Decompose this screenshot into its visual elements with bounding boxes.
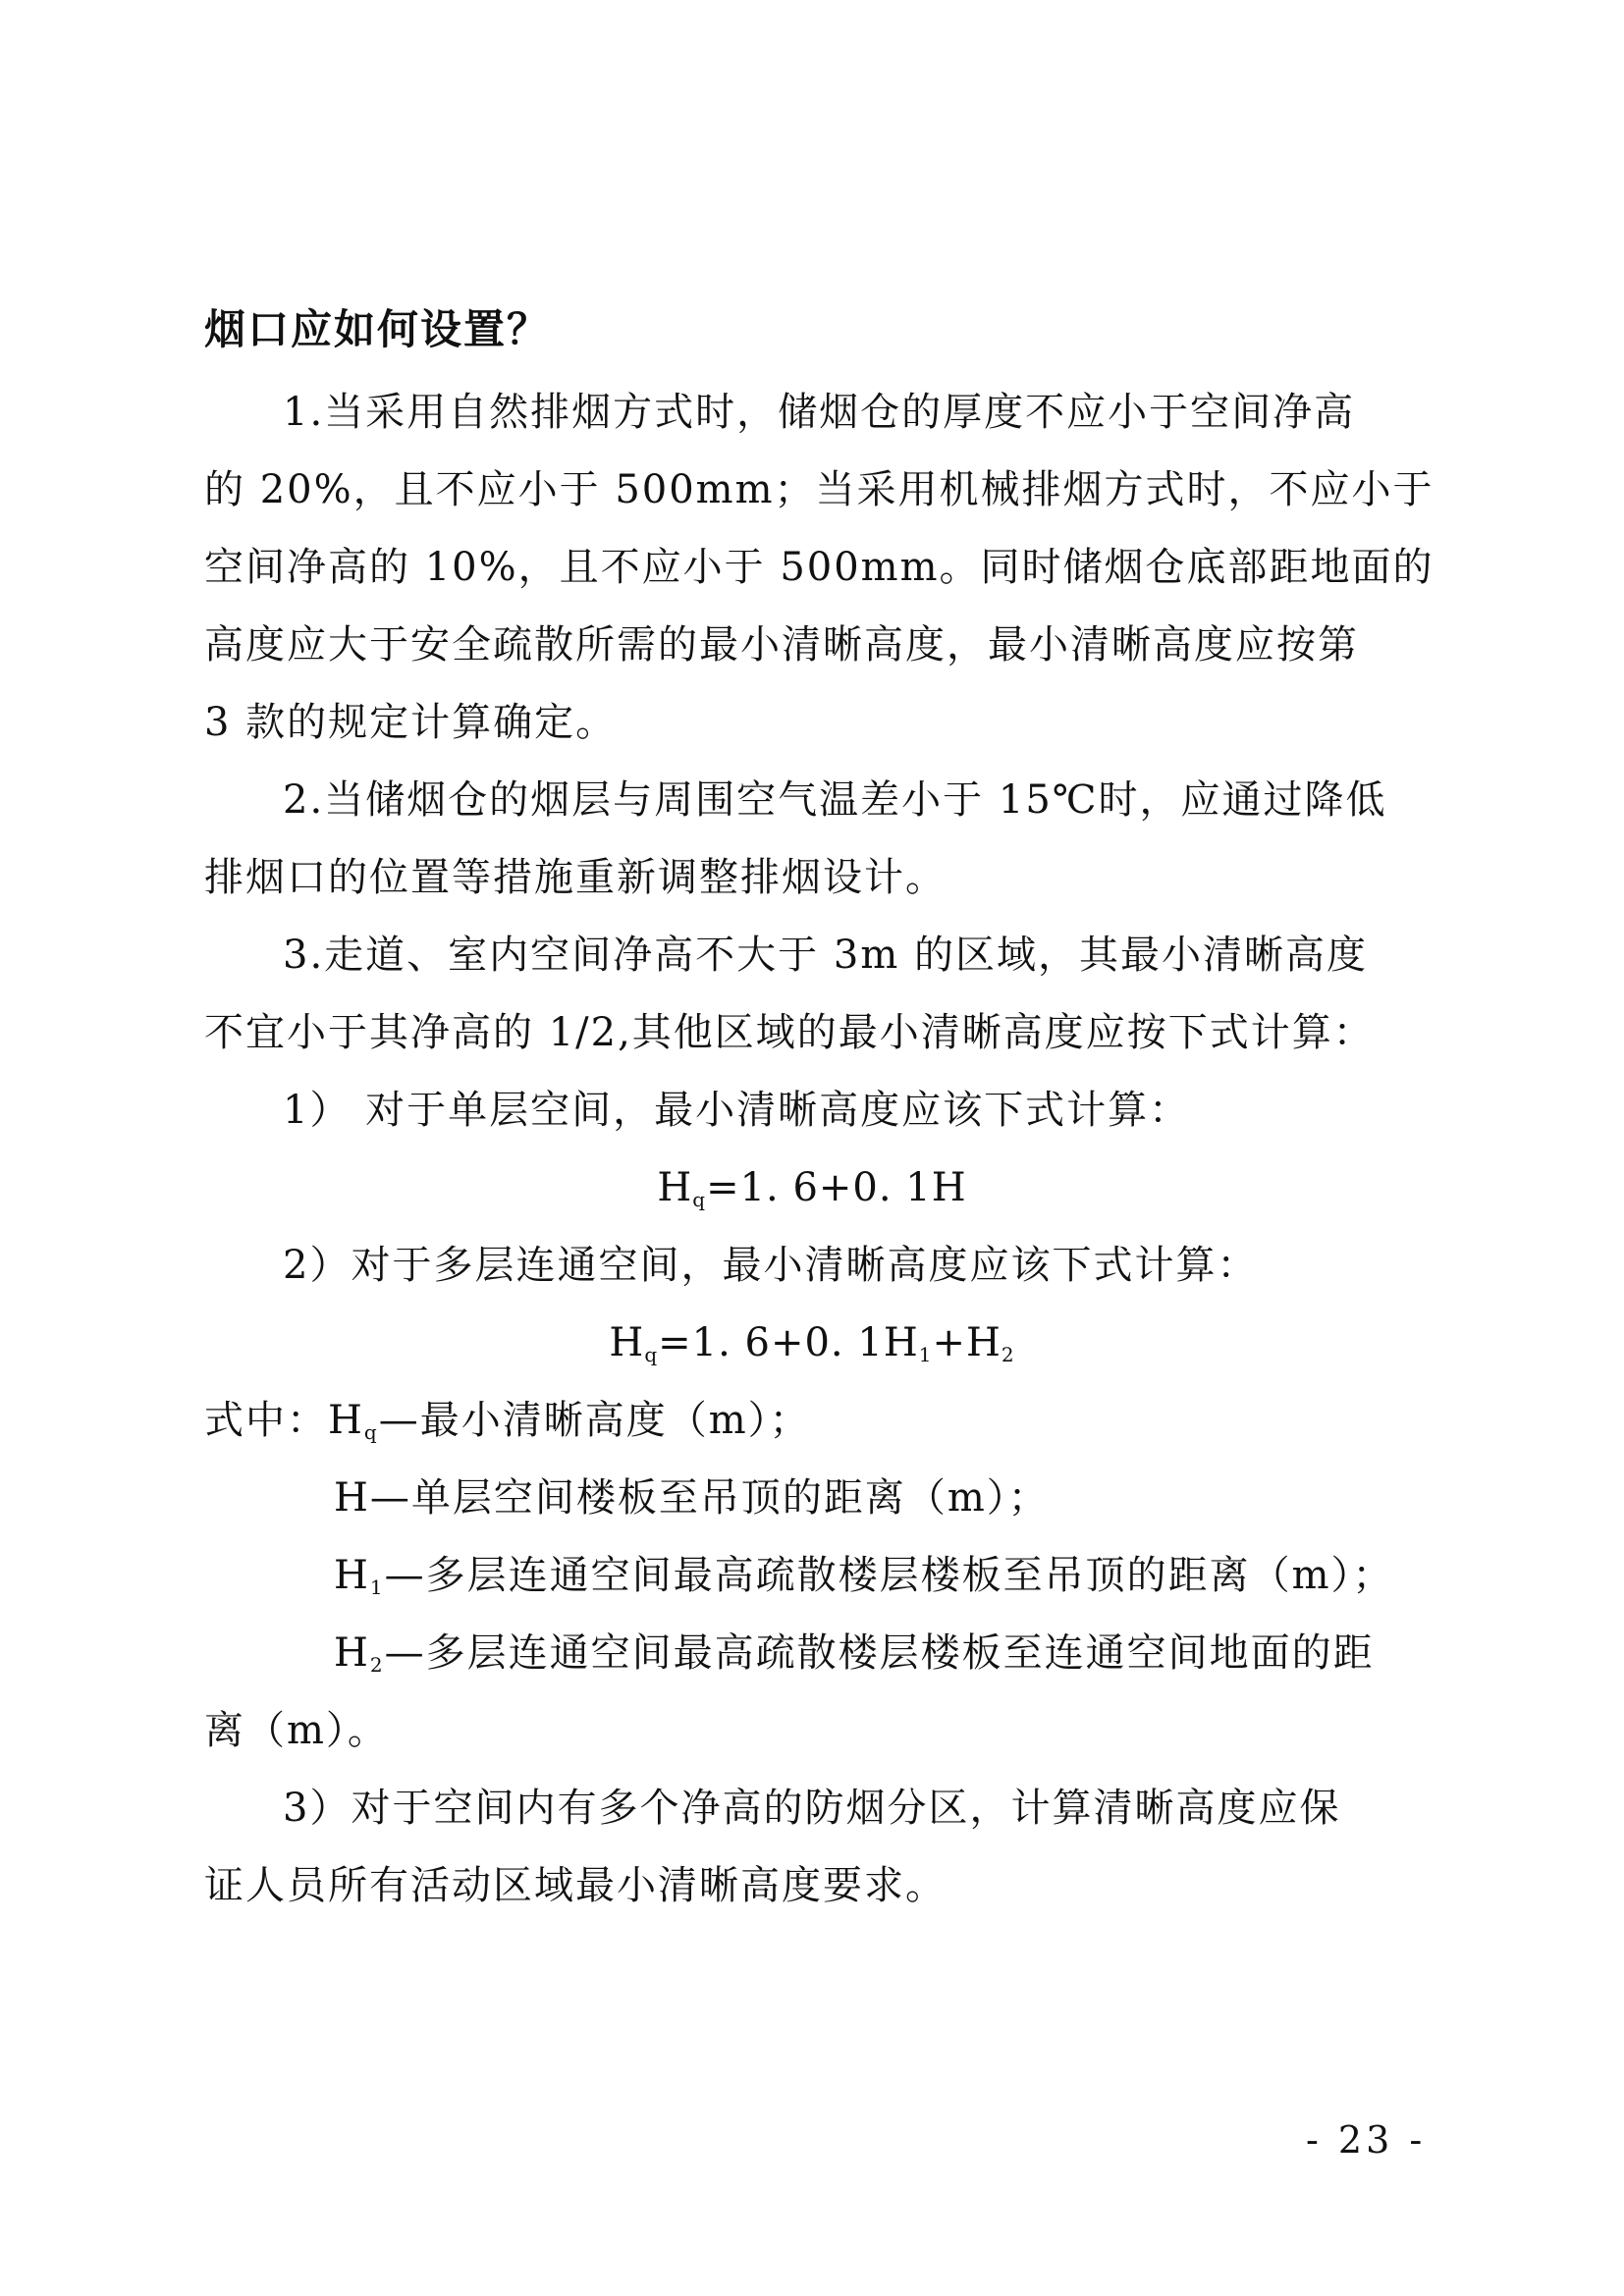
paragraph-1-line-3: 空间净高的 10%，且不应小于 500mm。同时储烟仓底部距地面的 bbox=[204, 545, 1435, 590]
where-h1-text: —多层连通空间最高疏散楼层楼板至吊顶的距离（m）； bbox=[384, 1553, 1394, 1598]
paragraph-1-line-4: 高度应大于安全疏散所需的最小清晰高度，最小清晰高度应按第 bbox=[204, 622, 1359, 667]
paragraph-2-line-1: 2.当储烟仓的烟层与周围空气温差小于 15℃时，应通过降低 bbox=[283, 777, 1387, 823]
where-h2-line bbox=[334, 1624, 1375, 1694]
formula-2-h: H bbox=[609, 1320, 645, 1365]
item-3-line-2: 证人员所有活动区域最小清晰高度要求。 bbox=[204, 1863, 947, 1908]
formula-single-layer bbox=[0, 1158, 1624, 1229]
paragraph-1-line-5: 3 款的规定计算确定。 bbox=[204, 700, 618, 745]
formula-1-h: H bbox=[657, 1165, 693, 1210]
formula-multi-layer bbox=[0, 1313, 1624, 1384]
formula-2-subscript-1: 1 bbox=[918, 1343, 933, 1366]
paragraph-3-line-1: 3.走道、室内空间净高不大于 3m 的区域，其最小清晰高度 bbox=[283, 933, 1368, 978]
where-hq-h: H bbox=[328, 1398, 364, 1443]
where-h2-continuation: 离（m）。 bbox=[204, 1708, 389, 1753]
where-h2-subscript: 2 bbox=[369, 1653, 385, 1677]
where-h2-text: —多层连通空间最高疏散楼层楼板至连通空间地面的距 bbox=[384, 1630, 1375, 1676]
item-3-line-1: 3）对于空间内有多个净高的防烟分区，计算清晰高度应保 bbox=[283, 1786, 1341, 1831]
where-h1-subscript: 1 bbox=[369, 1575, 385, 1599]
item-2-text: 2）对于多层连通空间，最小清晰高度应该下式计算： bbox=[283, 1243, 1259, 1288]
paragraph-2-line-2: 排烟口的位置等措施重新调整排烟设计。 bbox=[204, 855, 947, 900]
paragraph-1-line-1: 1.当采用自然排烟方式时，储烟仓的厚度不应小于空间净高 bbox=[283, 390, 1356, 435]
formula-1-subscript-q: q bbox=[692, 1188, 707, 1211]
page-number: - 23 - bbox=[1306, 2118, 1427, 2162]
where-h1-line bbox=[334, 1546, 1394, 1617]
formula-2-subscript-q: q bbox=[644, 1343, 659, 1366]
formula-2-mid: =1. 6+0. 1H bbox=[658, 1320, 919, 1365]
formula-1-rest: =1. 6+0. 1H bbox=[706, 1165, 967, 1210]
where-hq-text: —最小清晰高度（m）； bbox=[378, 1398, 811, 1443]
where-h-line: H—单层空间楼板至吊顶的距离（m）； bbox=[334, 1475, 1050, 1521]
formula-2-subscript-2: 2 bbox=[1001, 1343, 1015, 1366]
where-hq-subscript: q bbox=[363, 1420, 379, 1444]
formula-2-plus: +H bbox=[932, 1320, 1001, 1365]
paragraph-1-line-2: 的 20%，且不应小于 500mm；当采用机械排烟方式时，不应小于 bbox=[204, 467, 1435, 512]
paragraph-3-line-2: 不宜小于其净高的 1/2,其他区域的最小清晰高度应按下式计算： bbox=[204, 1010, 1375, 1055]
where-h1-h: H bbox=[334, 1553, 370, 1598]
section-heading: 烟口应如何设置？ bbox=[204, 305, 551, 353]
item-1-text: 1） 对于单层空间，最小清晰高度应该下式计算： bbox=[283, 1088, 1191, 1133]
where-hq-line bbox=[204, 1391, 811, 1462]
where-h2-h: H bbox=[334, 1630, 370, 1676]
where-prefix: 式中： bbox=[204, 1398, 328, 1443]
